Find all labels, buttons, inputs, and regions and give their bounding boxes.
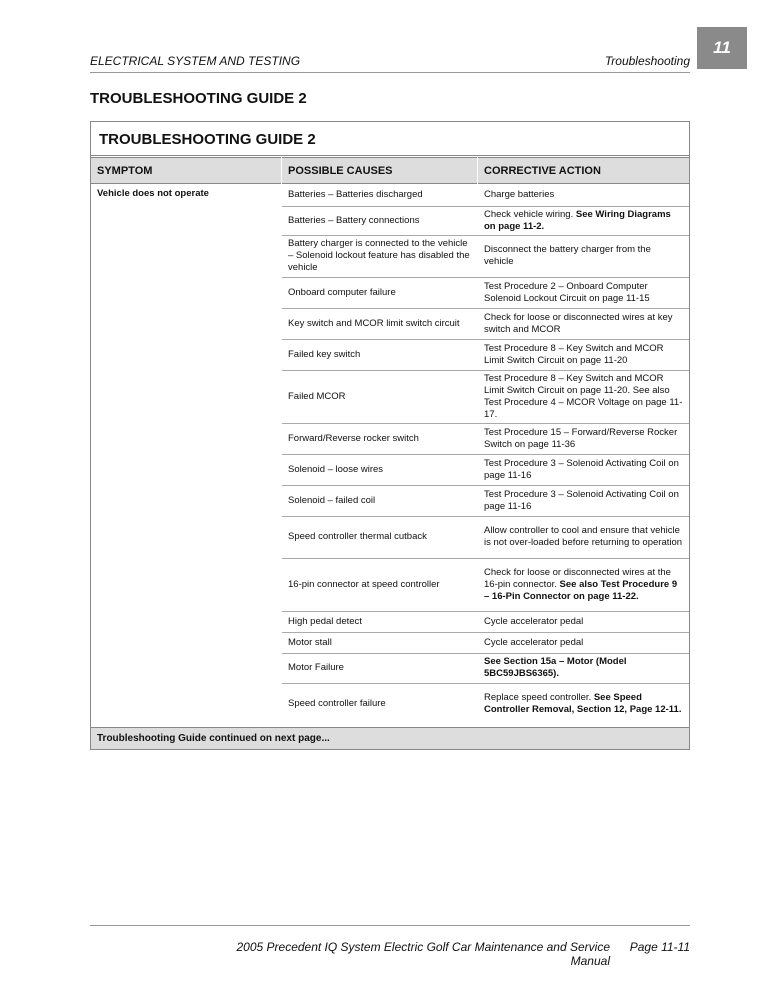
footer-page-number: Page 11-11 [629, 940, 690, 954]
table-title-bar [91, 122, 689, 156]
chapter-tab [697, 27, 747, 69]
action-cell [478, 683, 689, 725]
chapter-number: 11 [713, 38, 731, 57]
action-cell [478, 485, 689, 516]
cause-cell: Onboard computer failure [288, 286, 396, 298]
cause-cell: Solenoid – loose wires [288, 463, 384, 475]
action-cell [478, 454, 689, 485]
action-cell [478, 277, 689, 308]
action-text: Charge batteries [484, 188, 555, 200]
column-header-label: SYMPTOM [97, 165, 153, 177]
running-header-topic: Troubleshooting [604, 54, 690, 68]
action-cell [478, 653, 689, 683]
cause-cell: Speed controller failure [288, 698, 386, 709]
action-text: Cycle accelerator pedal [484, 636, 584, 648]
page-title: TROUBLESHOOTING GUIDE 2 [90, 90, 307, 107]
troubleshooting-table [90, 121, 690, 750]
cause-cell: Motor Failure [288, 662, 344, 673]
footer-divider [90, 925, 690, 926]
action-text: Test Procedure 3 – Solenoid Activating Coil on page 11-16 [484, 488, 679, 512]
action-cell [478, 558, 689, 611]
action-cell [478, 206, 689, 235]
action-cell [478, 235, 689, 277]
cause-cell: Failed MCOR [288, 390, 346, 402]
cause-cell: Battery charger is connected to the vehicle – Solenoid lockout feature has disabled the vehicle [288, 238, 470, 273]
column-header-label: POSSIBLE CAUSES [288, 165, 393, 177]
action-reference: See also Test Procedure 9 – 16-Pin Connector on page 11-22. [484, 578, 678, 602]
action-text: Test Procedure 8 – Key Switch and MCOR Limit Switch Circuit on page 11-20. See also Test Procedure 4 – MCOR Voltage on page 11-17. [484, 372, 683, 420]
table-title: TROUBLESHOOTING GUIDE 2 [99, 131, 316, 148]
action-cell [478, 632, 689, 653]
action-text: Test Procedure 15 – Forward/Reverse Rocker Switch on page 11-36 [484, 426, 678, 450]
action-reference: See Speed Controller Removal, Section 12, Page 12-11. [484, 692, 682, 715]
cause-cell: Forward/Reverse rocker switch [288, 432, 419, 444]
cause-cell: Solenoid – failed coil [288, 494, 376, 506]
cause-cell: Key switch and MCOR limit switch circuit [288, 317, 460, 329]
action-text: Disconnect the battery charger from the vehicle [484, 244, 651, 267]
action-text: Cycle accelerator pedal [484, 615, 584, 627]
header-divider [90, 72, 690, 73]
action-cell [478, 611, 689, 632]
column-header-causes [282, 157, 477, 184]
action-cell [478, 370, 689, 423]
action-cell [478, 308, 689, 339]
action-text: Test Procedure 3 – Solenoid Activating Coil on page 11-16 [484, 457, 679, 481]
action-cell [478, 423, 689, 454]
action-cell [478, 339, 689, 370]
action-text: Check vehicle wiring. [484, 208, 576, 220]
action-text: Check for loose or disconnected wires at the 16-pin connector. [484, 566, 671, 590]
action-cell [478, 516, 689, 558]
action-text: Allow controller to cool and ensure that vehicle is not over-loaded before returning to operation [484, 525, 683, 548]
column-header-action [478, 157, 689, 184]
action-text: Replace speed controller. [484, 692, 594, 703]
action-cell [478, 183, 689, 206]
column-header-symptom [91, 157, 281, 184]
action-text: Check for loose or disconnected wires at key switch and MCOR [484, 311, 673, 335]
cause-cell: Batteries – Battery connections [288, 214, 420, 226]
cause-cell: Motor stall [288, 636, 332, 648]
action-text: Test Procedure 2 – Onboard Computer Solenoid Lockout Circuit on page 11-15 [484, 280, 650, 304]
action-text: Test Procedure 8 – Key Switch and MCOR Limit Switch Circuit on page 11-20 [484, 342, 664, 366]
cause-cell: Failed key switch [288, 348, 361, 360]
action-reference: See Wiring Diagrams on page 11-2. [484, 208, 671, 232]
cause-cell: 16-pin connector at speed controller [288, 578, 440, 590]
column-header-label: CORRECTIVE ACTION [484, 165, 601, 177]
cause-cell: Speed controller thermal cutback [288, 531, 427, 542]
action-reference: See Section 15a – Motor (Model 5BC59JBS6365). [484, 656, 627, 679]
running-header-section: ELECTRICAL SYSTEM AND TESTING [90, 54, 301, 68]
symptom-cell: Vehicle does not operate [97, 188, 209, 199]
cause-cell: Batteries – Batteries discharged [288, 188, 423, 200]
continued-note-bar [91, 727, 689, 749]
continued-note: Troubleshooting Guide continued on next page... [97, 733, 330, 744]
footer-manual-title: 2005 Precedent IQ System Electric Golf Car Maintenance and Service Manual [236, 940, 610, 968]
cause-cell: High pedal detect [288, 615, 362, 627]
